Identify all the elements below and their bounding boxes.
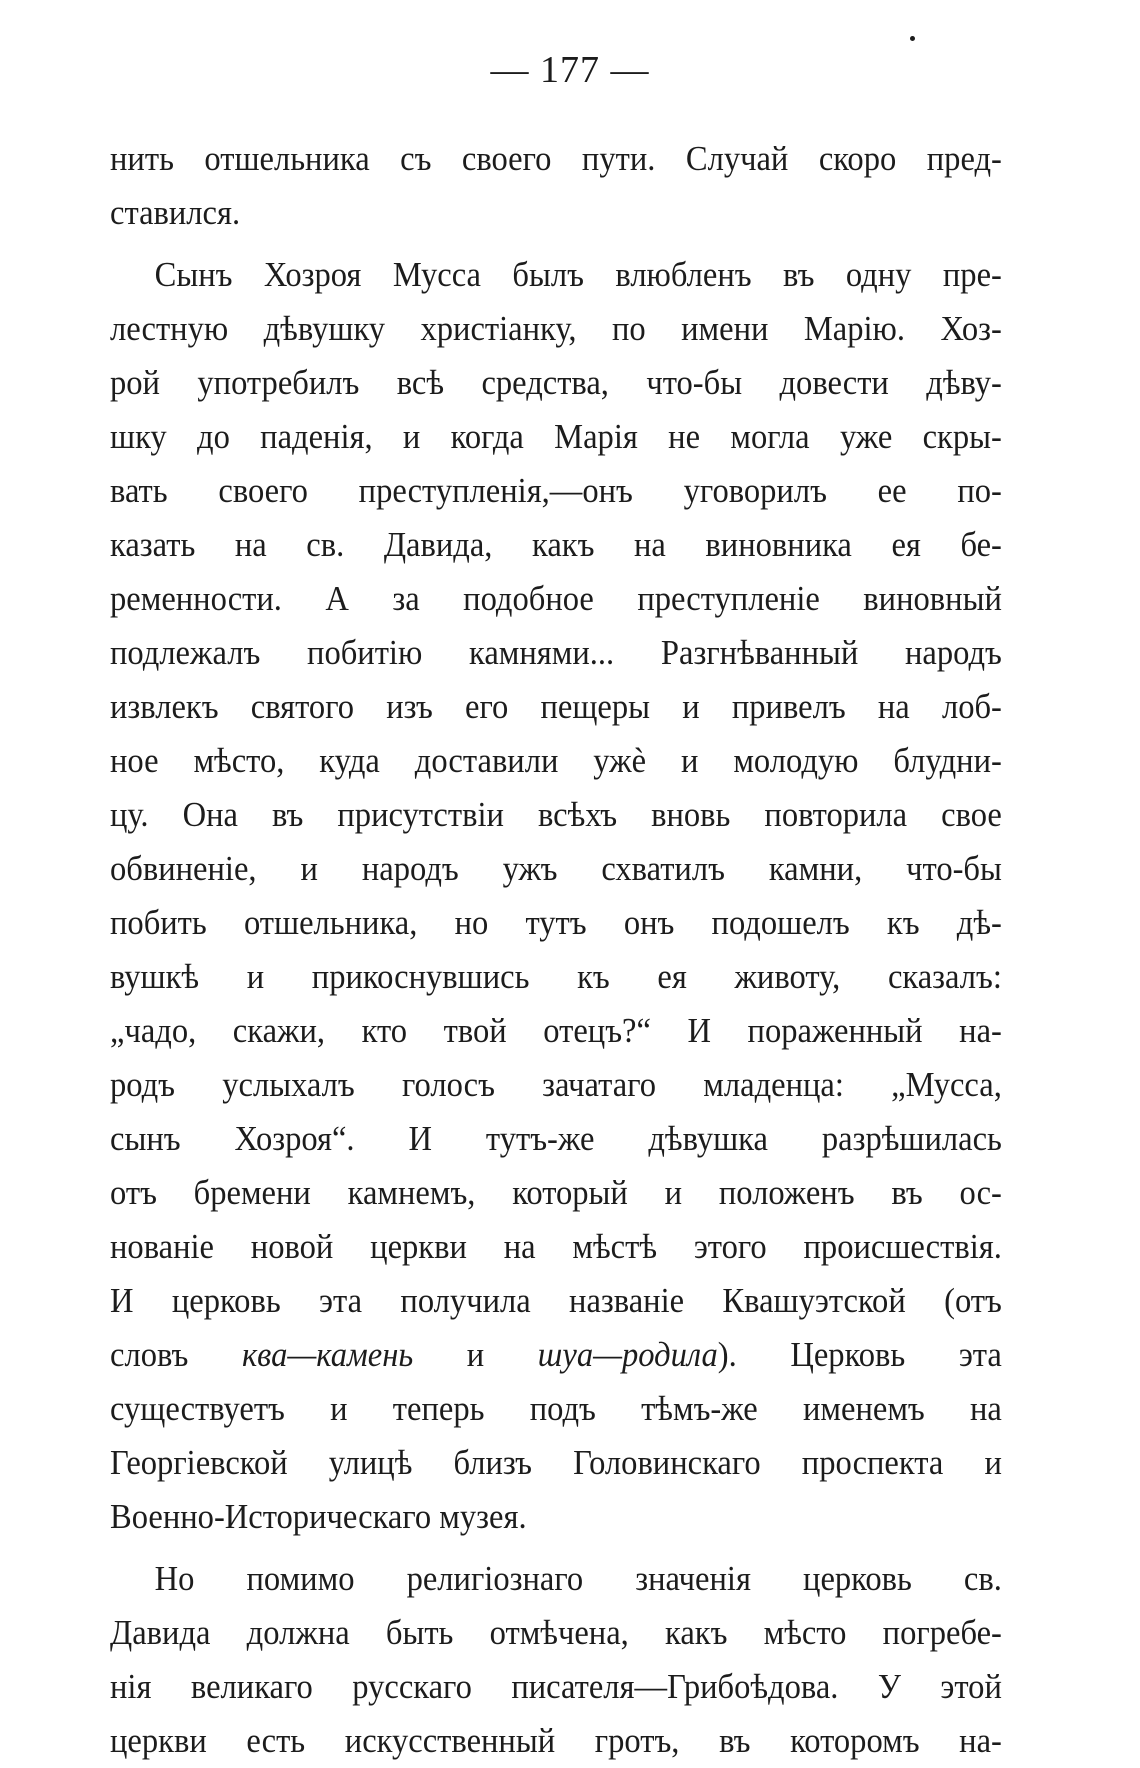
text-line: побить отшельника, но тутъ онъ подошелъ къ дѣ- — [110, 903, 1002, 942]
text-line: Давида должна быть отмѣчена, какъ мѣсто погребе- — [110, 1613, 1002, 1652]
text-line-with-italics — [110, 1328, 1002, 1382]
text-line: подлежалъ побитію камнями... Разгнѣванный народъ — [110, 633, 1002, 672]
text-line: шку до паденія, и когда Марія не могла уже скры- — [110, 417, 1002, 456]
text-line: вать своего преступленія,—онъ уговорилъ ее по- — [110, 471, 1002, 510]
text-line: Сынъ Хозроя Мусса былъ влюбленъ въ одну пре- — [154, 255, 1002, 294]
text-line: существуетъ и теперь подъ тѣмъ-же именемъ на — [110, 1389, 1002, 1428]
text-line: обвиненіе, и народъ ужъ схватилъ камни, что-бы — [110, 849, 1002, 888]
text-line: извлекъ святого изъ его пещеры и привелъ на лоб- — [110, 687, 1002, 726]
line-segment: ). Церковь эта — [717, 1335, 1002, 1374]
text-line: вушкѣ и прикоснувшись къ ея животу, сказалъ: — [110, 957, 1002, 996]
text-line: И церковь эта получила названіе Квашуэтской (отъ — [110, 1281, 1002, 1320]
italic-term-shua: шуа—родила — [537, 1335, 718, 1374]
text-line: казать на св. Давида, какъ на виновника ея бе- — [110, 525, 1002, 564]
page-number: — 177 — — [490, 49, 650, 91]
text-line: рой употребилъ всѣ средства, что-бы довести дѣву- — [110, 363, 1002, 402]
text-line: ное мѣсто, куда доставили ужѐ и молодую блудни- — [110, 741, 1002, 780]
text-line: отъ бремени камнемъ, который и положенъ въ ос- — [110, 1173, 1002, 1212]
text-line: Военно-Историческаго музея. — [110, 1497, 527, 1536]
text-line: цу. Она въ присутствіи всѣхъ вновь повторила свое — [110, 795, 1002, 834]
text-line: Но помимо религіознаго значенія церковь св. — [154, 1559, 1002, 1598]
text-line: нить отшельника съ своего пути. Случай скоро пред- — [110, 139, 1002, 178]
text-line: ставился. — [110, 193, 241, 232]
text-line: нованіе новой церкви на мѣстѣ этого происшествія. — [110, 1227, 1002, 1266]
text-line: „чадо, скажи, кто твой отецъ?“ И пораженный на- — [110, 1011, 1002, 1050]
line-segment: и — [413, 1335, 538, 1374]
text-line: ременности. А за подобное преступленіе виновный — [110, 579, 1002, 618]
text-line: нія великаго русскаго писателя—Грибоѣдова. У этой — [110, 1667, 1002, 1706]
text-line: родъ услыхалъ голосъ зачатаго младенца: „Мусса, — [110, 1065, 1002, 1104]
text-line: церкви есть искусственный гротъ, въ которомъ на- — [110, 1721, 1002, 1760]
ink-speck — [910, 36, 915, 41]
text-line: лестную дѣвушку христіанку, по имени Марію. Хоз- — [110, 309, 1002, 348]
text-line: Георгіевской улицѣ близъ Головинскаго проспекта и — [110, 1443, 1002, 1482]
body-text — [110, 132, 1002, 1768]
italic-term-kva: ква—камень — [241, 1335, 414, 1374]
line-segment: словъ — [110, 1335, 242, 1374]
text-line: сынъ Хозроя“. И тутъ-же дѣвушка разрѣшилась — [110, 1119, 1002, 1158]
